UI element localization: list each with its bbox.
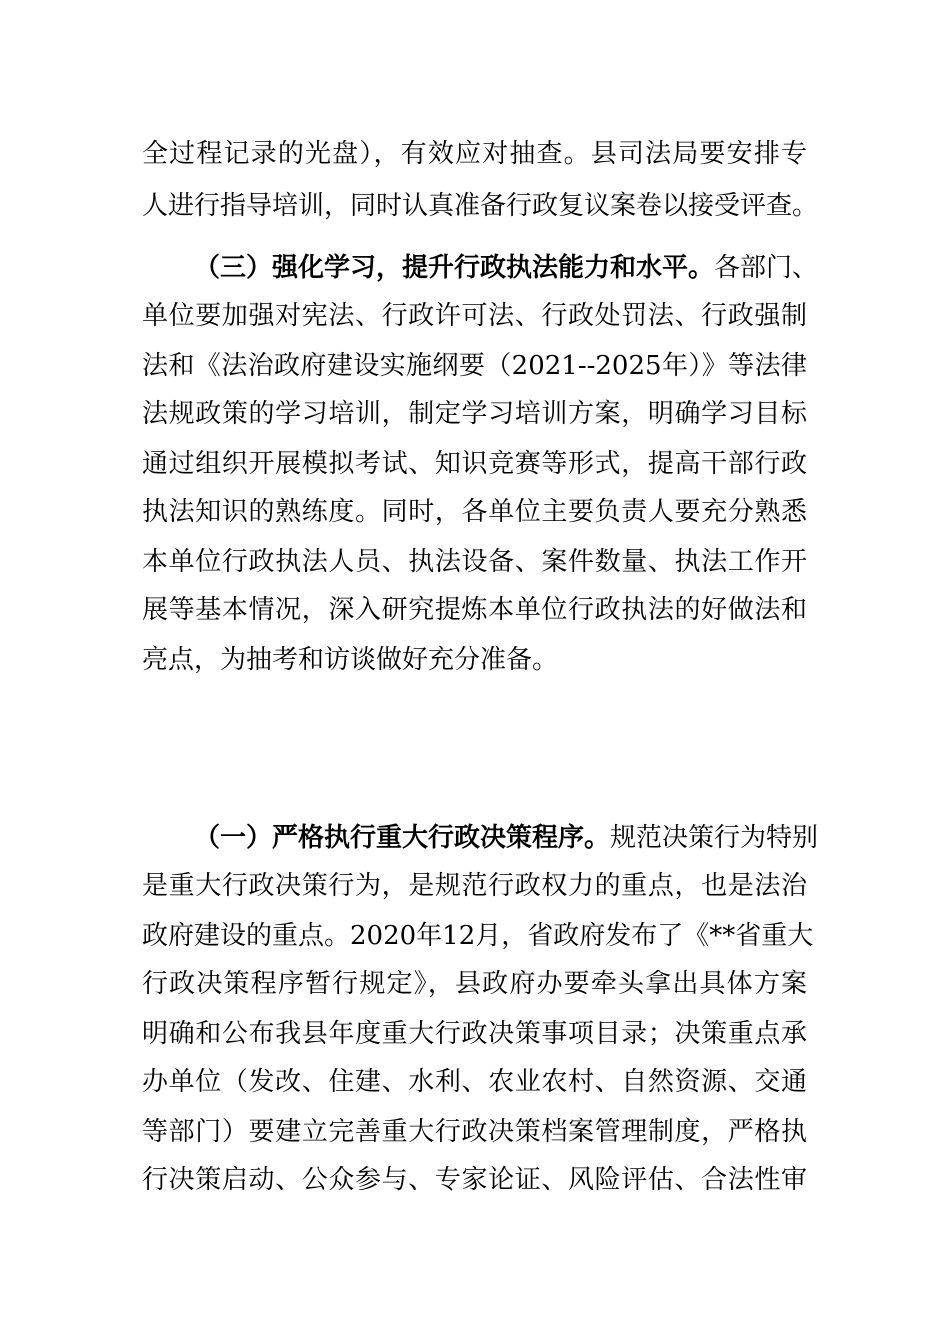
paragraph-first-line	[194, 242, 819, 294]
paragraph-line: 政府建设的重点。2020年12月，省政府发布了《**省重大	[142, 921, 814, 951]
paragraph-line: 法规政策的学习培训，制定学习培训方案，明确学习目标	[142, 399, 807, 429]
paragraph-line: 行决策启动、公众参与、专家论证、风险评估、合法性审	[142, 1165, 807, 1195]
paragraph-heading: （三）强化学习，提升行政执法能力和水平。	[194, 253, 715, 283]
paragraph-line: 单位要加强对宪法、行政许可法、行政处罚法、行政强制	[142, 301, 807, 331]
paragraph-line: 是重大行政决策行为，是规范行政权力的重点，也是法治	[142, 871, 807, 901]
paragraph-line: 亮点，为抽考和访谈做好充分准备。	[142, 645, 559, 675]
paragraph-line: 通过组织开展模拟考试、知识竞赛等形式，提高干部行政	[142, 449, 807, 479]
paragraph-line: 办单位（发改、住建、水利、农业农村、自然资源、交通	[142, 1067, 807, 1097]
paragraph-line: 法和《法治政府建设实施纲要（2021--2025年）》等法律	[142, 351, 807, 381]
paragraph-line: 行政决策程序暂行规定》，县政府办要牵头拿出具体方案	[142, 969, 807, 999]
paragraph-line: 人进行指导培训，同时认真准备行政复议案卷以接受评查。	[142, 191, 819, 221]
paragraph-line: 等部门）要建立完善重大行政决策档案管理制度，严格执	[142, 1117, 807, 1147]
paragraph-first-line	[194, 812, 819, 864]
section-heading-continued	[142, 750, 807, 802]
paragraph-text: 规范决策行为特别	[610, 823, 819, 853]
paragraph-line: 明确和公布我县年度重大行政决策事项目录；决策重点承	[142, 1019, 807, 1049]
paragraph-line: 展等基本情况，深入研究提炼本单位行政执法的好做法和	[142, 595, 807, 625]
paragraph-line: 全过程记录的光盘），有效应对抽查。县司法局要安排专	[142, 139, 807, 169]
paragraph-line: 执法知识的熟练度。同时，各单位主要负责人要充分熟悉	[142, 497, 807, 527]
paragraph-heading: （一）严格执行重大行政决策程序。	[194, 823, 611, 853]
paragraph-text: 各部门、	[714, 253, 819, 283]
paragraph-line: 本单位行政执法人员、执法设备、案件数量、执法工作开	[142, 547, 807, 577]
section-heading	[194, 702, 807, 754]
